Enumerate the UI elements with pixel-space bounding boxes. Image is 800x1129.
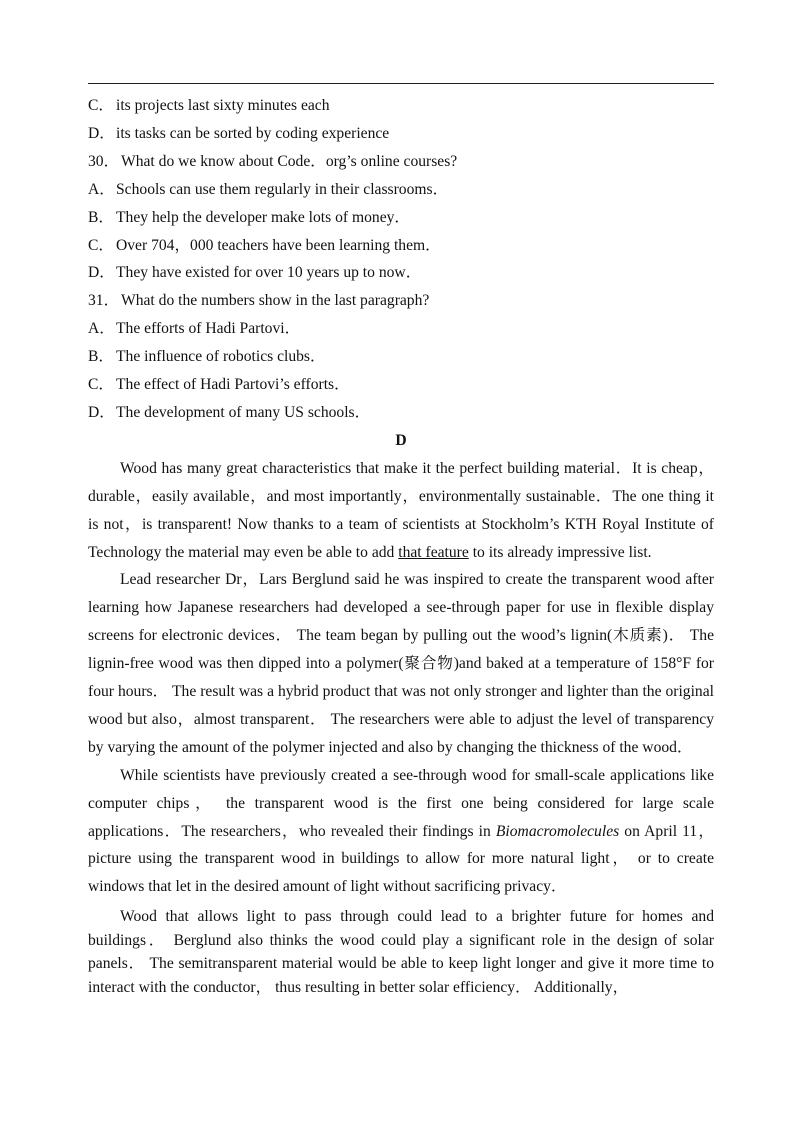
q30-option-a: A．Schools can use them regularly in their classrooms． [88,180,449,198]
question-30: 30． What do we know about Code．org’s online courses? [88,152,458,170]
option-d: D．its tasks can be sorted by coding experience [88,124,390,142]
header-rule [88,83,714,84]
q31-option-c: C． The effect of Hadi Partovi’s efforts． [88,376,350,394]
journal-name: Biomacromolecules [495,822,620,840]
q30-option-c: C． Over 704，000 teachers have been learning them． [88,236,441,254]
q30-option-b: B． They help the developer make lots of money． [88,208,411,226]
passage-paragraph-1: Wood has many great characteristics that make it the perfect building material．It is cheap，durable，easily available，and most importantly，environmentally sustainable．The one thing it is not，is transparent! Now thanks to a team of scientists at Stockholm’s KTH Royal Institute of Technology the material may even be able to add that feature to its already impressive list. [88,459,714,561]
q31-option-d: D．The development of many US schools． [88,403,371,421]
q31-option-a: A．The efforts of Hadi Partovi． [88,320,301,338]
exam-page-content [88,92,714,999]
section-title: D [395,431,407,449]
option-c: C． its projects last sixty minutes each [88,97,330,114]
passage-paragraph-2: Lead researcher Dr，Lars Berglund said he was inspired to create the transparent wood after learning how Japanese researchers had developed a see-through paper for use in flexible display screens for electronic devices． The team began by pulling out the wood’s lignin(木质素)． The lignin-free wood was then dipped into a polymer(聚合物)and baked at a temperature of 158°F for four hours． The result was a hybrid product that was not only stronger and lighter than the original wood but also，almost transparent． The researchers were able to adjust the level of transparency by varying the amount of the polymer injected and also by changing the thickness of the wood． [88,571,714,756]
q31-option-b: B． The influence of robotics clubs． [88,348,326,366]
passage-paragraph-3: While scientists have previously created a see-through wood for small-scale applications like computer chips， the transparent wood is the first one being considered for large scale applications．The researchers，who revealed their findings in Biomacromolecules on April 11，picture using the transparent wood in buildings to allow for more natural light， or to create windows that let in the desired amount of light without sacrificing privacy． [88,766,714,896]
question-31: 31． What do the numbers show in the last paragraph? [88,292,430,310]
underlined-phrase: that feature [398,543,469,561]
passage-paragraph-4: Wood that allows light to pass through could lead to a brighter future for homes and buildings． Berglund also thinks the wood could play a significant role in the design of solar panels． The semitransparent material would be able to keep light longer and give it more time to interact with the conductor， thus resulting in better solar efficiency． Additionally， [88,908,714,996]
q30-option-d: D．They have existed for over 10 years up to now． [88,264,422,282]
